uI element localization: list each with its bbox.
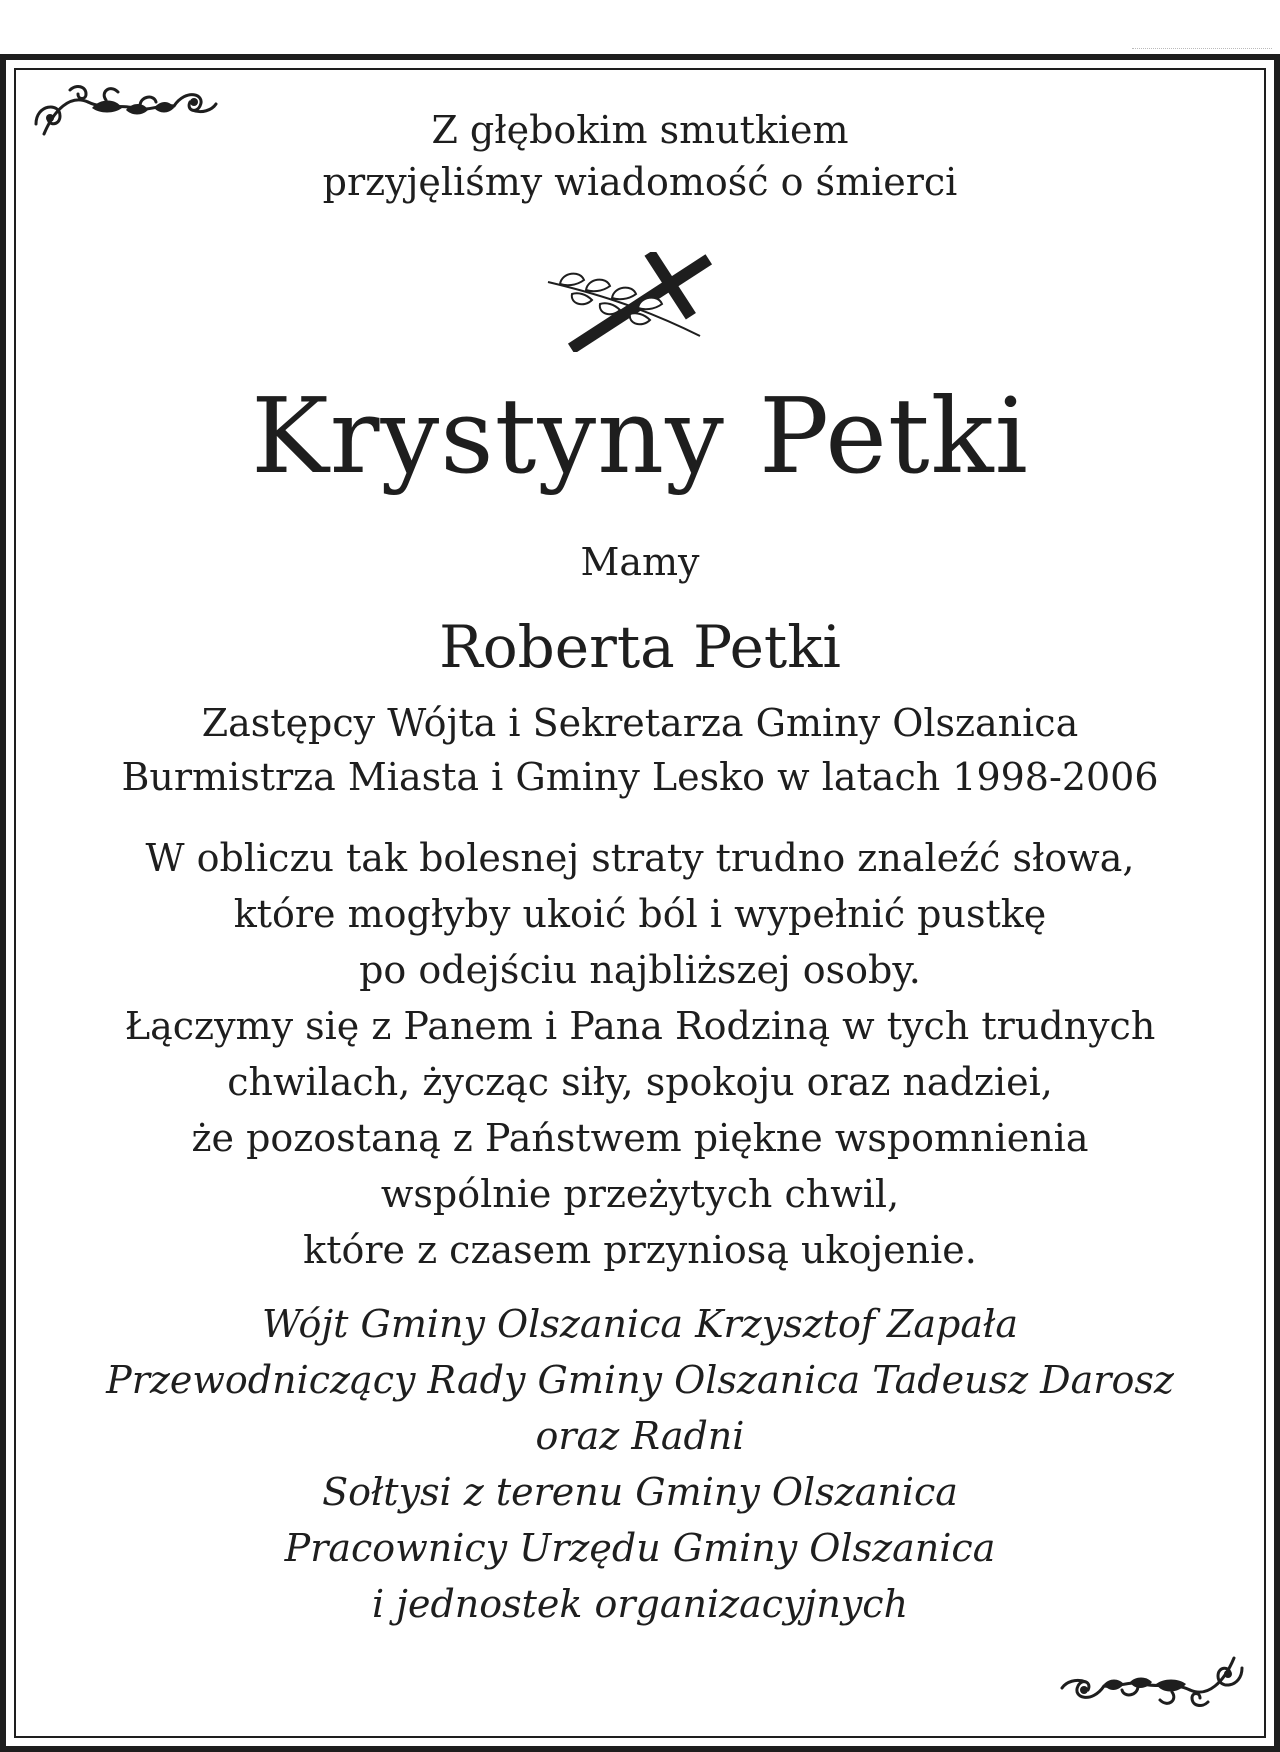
role-line: Zastępcy Wójta i Sekretarza Gminy Olszanica [201,701,1079,745]
message-line: które z czasem przyniosą ukojenie. [303,1228,977,1272]
intro-line: Z głębokim smutkiem [431,108,849,152]
message-line: chwilach, życząc siły, spokoju oraz nadziei, [227,1060,1053,1104]
obituary-notice [24,104,1256,1632]
condolence-message [24,830,1256,1278]
relative-name: Roberta Petki [439,613,841,681]
flourish-ornament-icon [1058,1652,1248,1712]
role-line: Burmistrza Miasta i Gminy Lesko w latach 1998-2006 [121,755,1159,799]
signatory-line: Przewodniczący Rady Gminy Olszanica Tadeusz Darosz [106,1358,1174,1402]
cross-with-laurel-branch-icon [540,252,740,352]
signatory-line: Wójt Gminy Olszanica Krzysztof Zapała [261,1302,1019,1346]
message-line: W obliczu tak bolesnej straty trudno znaleźć słowa, [145,836,1135,880]
deceased-name: Krystyny Petki [251,375,1029,497]
message-line: które mogłyby ukoić ból i wypełnić pustkę [233,892,1047,936]
message-line: Łączymy się z Panem i Pana Rodziną w tych trudnych [124,1004,1156,1048]
signatory-line: Pracownicy Urzędu Gminy Olszanica [284,1526,996,1570]
message-line: po odejściu najbliższej osoby. [359,948,921,992]
signatories [24,1296,1256,1632]
signatory-line: Sołtysi z terenu Gminy Olszanica [322,1470,958,1514]
message-line: wspólnie przeżytych chwil, [380,1172,900,1216]
relation-label: Mamy [580,540,700,584]
signatory-line: oraz Radni [535,1414,745,1458]
page-edge-dotted-line [1132,48,1272,49]
message-line: że pozostaną z Państwem piękne wspomnienia [191,1116,1089,1160]
cross-decoration [24,252,1256,352]
signatory-line: i jednostek organizacyjnych [371,1582,909,1626]
intro-text [24,104,1256,208]
intro-line: przyjęliśmy wiadomość o śmierci [322,160,958,204]
relative-roles [24,696,1256,804]
